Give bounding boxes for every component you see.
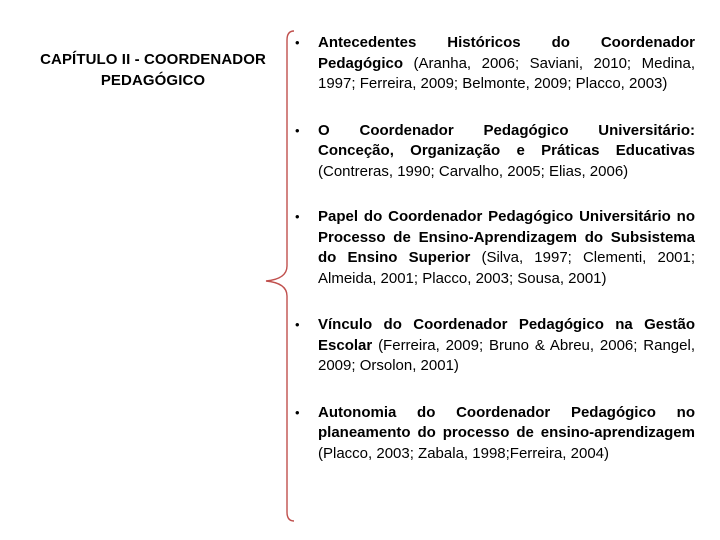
topic-references: (Ferreira, 2009; Bruno & Abreu, 2006; Rangel, 2009; Orsolon, 2001)	[318, 336, 695, 374]
topic-references: (Contreras, 1990; Carvalho, 2005; Elias, 2006)	[318, 162, 629, 180]
topic-item	[295, 121, 695, 183]
bullet-icon: •	[295, 404, 300, 420]
topic-references: (Silva, 1997; Clementi, 2001; Almeida, 2001; Placco, 2003; Sousa, 2001)	[318, 249, 696, 287]
bullet-icon: •	[295, 317, 300, 332]
topic-references: (Aranha, 2006; Saviani, 2010; Medina, 1997; Ferreira, 2009; Belmonte, 2009; Placco, 2003)	[318, 54, 695, 92]
chapter-title-line-1: CAPÍTULO II - COORDENADOR	[40, 51, 266, 68]
topic-item	[295, 207, 695, 289]
bullet-icon: •	[295, 209, 300, 224]
topic-title: O Coordenador Pedagógico Universitário: Conceção, Organização e Práticas Educativas	[318, 121, 695, 159]
chapter-title	[30, 49, 276, 91]
curly-brace-path	[266, 31, 294, 521]
topic-item	[295, 33, 695, 95]
bullet-icon: •	[295, 122, 300, 138]
topic-title: Papel do Coordenador Pedagógico Universitário no Processo de Ensino-Aprendizagem do Subsistema do Ensino Superior	[318, 208, 695, 266]
topic-title: Vínculo do Coordenador Pedagógico na Gestão Escolar	[318, 316, 695, 354]
curly-brace	[258, 28, 298, 524]
topic-list	[295, 33, 695, 464]
topic-title: Autonomia do Coordenador Pedagógico no planeamento do processo de ensino-aprendizagem	[318, 403, 695, 441]
topic-item	[295, 403, 695, 465]
topic-references: (Placco, 2003; Zabala, 1998;Ferreira, 2004)	[318, 444, 609, 462]
topic-item	[295, 315, 695, 377]
chapter-title-line-2: PEDAGÓGICO	[100, 72, 206, 89]
topic-title: Antecedentes Históricos do Coordenador Pedagógico	[318, 34, 695, 72]
bullet-icon: •	[295, 35, 300, 50]
